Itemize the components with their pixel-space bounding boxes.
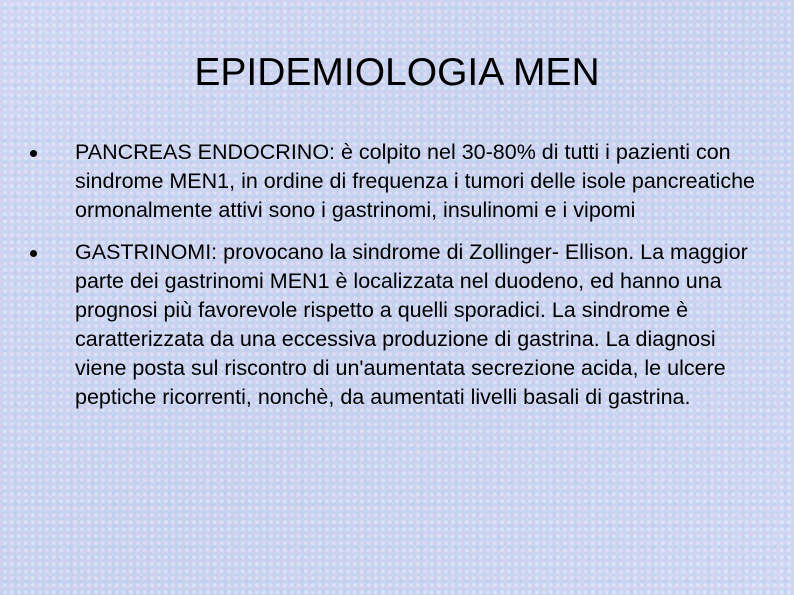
- bullet-text: PANCREAS ENDOCRINO: è colpito nel 30-80% di tutti i pazienti con sindrome MEN1, in ordine di frequenza i tumori delle isole pancreatiche ormonalmente attivi sono i gastrinomi, insulinomi e i vipomi: [75, 140, 755, 222]
- bullet-dot-icon: [30, 250, 37, 257]
- bullet-item-gastrinomi: [30, 238, 760, 412]
- slide-title: EPIDEMIOLOGIA MEN: [194, 51, 600, 94]
- bullet-list: [30, 138, 760, 425]
- bullet-text: GASTRINOMI: provocano la sindrome di Zollinger- Ellison. La maggior parte dei gastrinomi MEN1 è localizzata nel duodeno, ed hanno una prognosi più favorevole rispetto a quelli sporadici. La sindrome è caratterizzata da una eccessiva produzione di gastrina. La diagnosi viene posta sul riscontro di un'aumentata secrezione acida, le ulcere peptiche ricorrenti, nonchè, da aumentati livelli basali di gastrina.: [75, 240, 748, 409]
- bullet-item-pancreas: [30, 138, 760, 225]
- bullet-dot-icon: [30, 150, 37, 157]
